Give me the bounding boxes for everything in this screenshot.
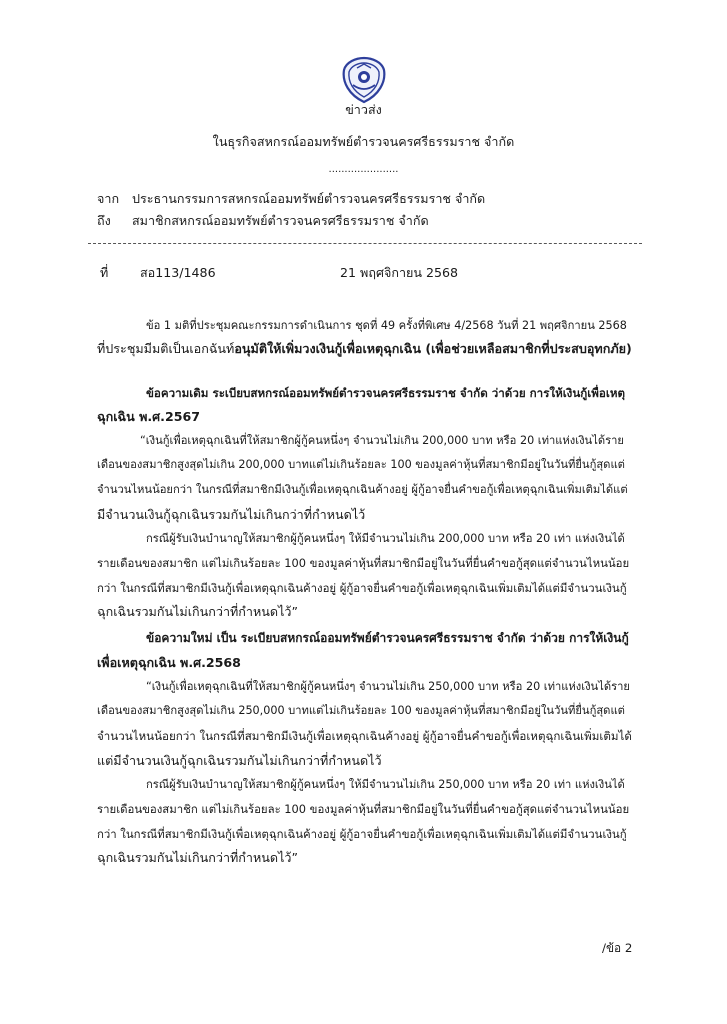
old-p1-line1: “เงินกู้เพื่อเหตุฉุกเฉินที่ให้สมาชิกผู้กู้คนหนึ่งๆ จำนวนไม่เกิน 200,000 บาท หรือ 20 เท่าแห่งเงินได้ราย — [140, 434, 624, 447]
new-p2-line1: กรณีผู้รับเงินบำนาญให้สมาชิกผู้กู้คนหนึ่งๆ ให้มีจำนวนไม่เกิน 250,000 บาท หรือ 20 เท่า แห่งเงินได้ — [146, 778, 625, 791]
old-p2-line3: กว่า ในกรณีที่สมาชิกมีเงินกู้เพื่อเหตุฉุกเฉินค้างอยู่ ผู้กู้อาจยื่นคำขอกู้เพื่อเหตุฉุกเฉินเพิ่มเติมได้แต่มีจำนวนเงินกู้ — [97, 581, 627, 595]
to-value: สมาชิกสหกรณ์ออมทรัพย์ตำรวจนครศรีธรรมราช จำกัด — [132, 213, 429, 228]
old-p2-line1: กรณีผู้รับเงินบำนาญให้สมาชิกผู้กู้คนหนึ่งๆ ให้มีจำนวนไม่เกิน 200,000 บาท หรือ 20 เท่า แห่งเงินได้ — [146, 532, 625, 545]
item1-line1: ข้อ 1 มติที่ประชุมคณะกรรมการดำเนินการ ชุดที่ 49 ครั้งที่พิเศษ 4/2568 วันที่ 21 พฤศจิกายน 2568 — [146, 319, 627, 332]
old-p1-line3: จำนวนไหนน้อยกว่า ในกรณีที่สมาชิกมีเงินกู้เพื่อเหตุฉุกเฉินค้างอยู่ ผู้กู้อาจยื่นคำขอกู้เพื่อเหตุฉุกเฉินเพิ่มเติมได้แต่ — [97, 483, 628, 496]
new-p1-line4: แต่มีจำนวนเงินกู้ฉุกเฉินรวมกันไม่เกินกว่าที่กำหนดไว้ — [97, 753, 382, 768]
old-text-heading-cont: ฉุกเฉิน พ.ศ.2567 — [97, 409, 200, 424]
new-p2-line4: ฉุกเฉินรวมกันไม่เกินกว่าที่กำหนดไว้” — [97, 850, 299, 865]
new-text-heading-cont: เพื่อเหตุฉุกเฉิน พ.ศ.2568 — [97, 655, 241, 670]
ref-number: สอ113/1486 — [140, 265, 216, 280]
item1-line2 — [97, 341, 632, 357]
ref-label: ที่ — [100, 265, 109, 280]
separator-line — [88, 243, 642, 244]
old-p1-line4: มีจำนวนเงินกู้ฉุกเฉินรวมกันไม่เกินกว่าที่กำหนดไว้ — [97, 507, 366, 522]
new-p2-line2: รายเดือนของสมาชิก แต่ไม่เกินร้อยละ 100 ของมูลค่าหุ้นที่สมาชิกมีอยู่ในวันที่ยื่นคำขอกู้สุดแต่จำนวนไหนน้อย — [97, 802, 630, 816]
item1-resolution-bold: อนุมัติให้เพิ่มวงเงินกู้เพื่อเหตุฉุกเฉิน (เพื่อช่วยเหลือสมาชิกที่ประสบอุทกภัย) — [234, 341, 632, 356]
header-dots: ...................... — [328, 164, 399, 175]
cooperative-seal-logo-icon — [339, 55, 389, 105]
new-p1-line2: เดือนของสมาชิกสูงสุดไม่เกิน 250,000 บาทแต่ไม่เกินร้อยละ 100 ของมูลค่าหุ้นที่สมาชิกมีอยู่ในวันที่ยื่นกู้สุดแต่ — [97, 704, 625, 717]
item1-resolution-text: ที่ประชุมมีมติเป็นเอกฉันท์ — [97, 341, 235, 356]
old-text-heading: ข้อความเดิม ระเบียบสหกรณ์ออมทรัพย์ตำรวจนครศรีธรรมราช จำกัด ว่าด้วย การให้เงินกู้เพื่อเหตุ — [146, 386, 625, 400]
to-label: ถึง — [97, 213, 111, 228]
old-p1-line2: เดือนของสมาชิกสูงสุดไม่เกิน 200,000 บาทแต่ไม่เกินร้อยละ 100 ของมูลค่าหุ้นที่สมาชิกมีอยู่ในวันที่ยื่นกู้สุดแต่ — [97, 458, 625, 471]
ref-date: 21 พฤศจิกายน 2568 — [340, 265, 459, 280]
from-label: จาก — [97, 191, 120, 206]
new-p1-line1: “เงินกู้เพื่อเหตุฉุกเฉินที่ให้สมาชิกผู้กู้คนหนึ่งๆ จำนวนไม่เกิน 250,000 บาท หรือ 20 เท่าแห่งเงินได้ราย — [146, 680, 630, 693]
old-p2-line2: รายเดือนของสมาชิก แต่ไม่เกินร้อยละ 100 ของมูลค่าหุ้นที่สมาชิกมีอยู่ในวันที่ยื่นคำขอกู้สุดแต่จำนวนไหนน้อย — [97, 556, 630, 570]
new-p2-line3: กว่า ในกรณีที่สมาชิกมีเงินกู้เพื่อเหตุฉุกเฉินค้างอยู่ ผู้กู้อาจยื่นคำขอกู้เพื่อเหตุฉุกเฉินเพิ่มเติมได้แต่มีจำนวนเงินกู้ — [97, 827, 627, 841]
from-value: ประธานกรรมการสหกรณ์ออมทรัพย์ตำรวจนครศรีธรรมราช จำกัด — [132, 191, 486, 206]
page-continue-marker: /ข้อ 2 — [602, 941, 633, 955]
new-text-heading: ข้อความใหม่ เป็น ระเบียบสหกรณ์ออมทรัพย์ตำรวจนครศรีธรรมราช จำกัด ว่าด้วย การให้เงินกู้ — [146, 631, 629, 645]
organization-name: ในธุรกิจสหกรณ์ออมทรัพย์ตำรวจนครศรีธรรมราช จำกัด — [212, 134, 515, 149]
old-p2-line4: ฉุกเฉินรวมกันไม่เกินกว่าที่กำหนดไว้” — [97, 604, 299, 619]
document-title: ข่าวส่ง — [345, 102, 382, 117]
new-p1-line3: จำนวนไหนน้อยกว่า ในกรณีที่สมาชิกมีเงินกู้เพื่อเหตุฉุกเฉินค้างอยู่ ผู้กู้อาจยื่นคำขอกู้เพื่อเหตุฉุกเฉินเพิ่มเติมได้ — [97, 729, 632, 743]
